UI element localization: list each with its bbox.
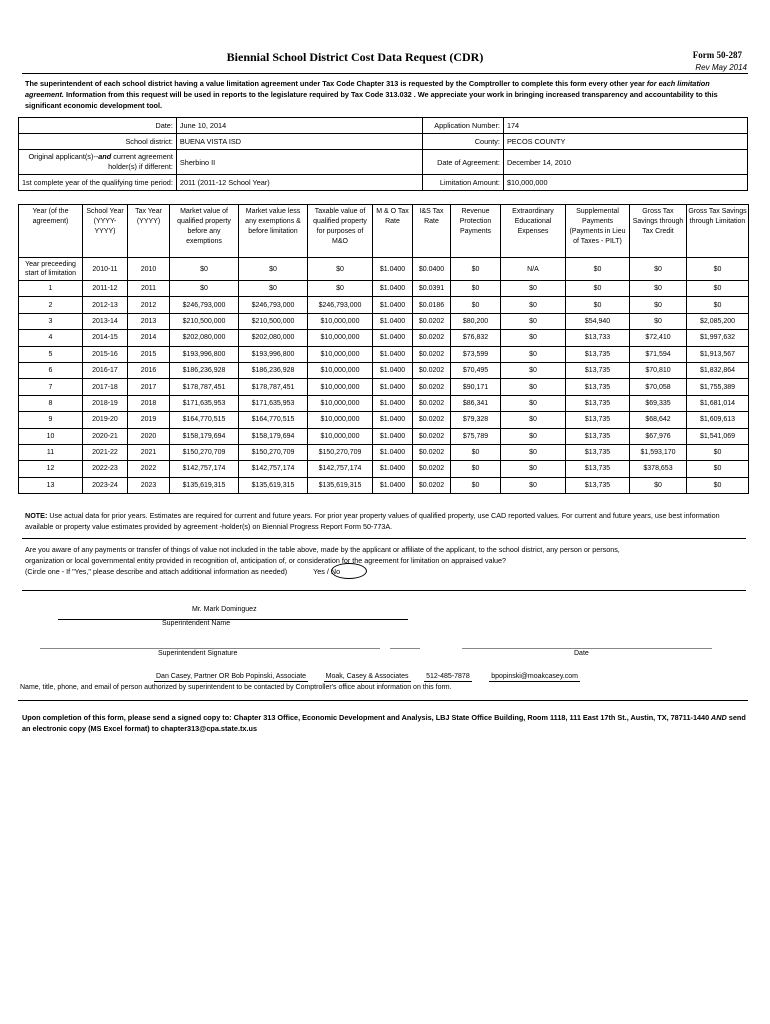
table-cell[interactable]: $10,000,000: [308, 346, 373, 362]
column-header: Market value of qualified property before any exemptions: [170, 205, 239, 258]
table-cell[interactable]: $0.0202: [413, 379, 451, 395]
table-cell[interactable]: $10,000,000: [308, 313, 373, 329]
table-cell: 12: [19, 461, 83, 477]
column-header: Gross Tax Savings through Tax Credit: [630, 205, 687, 258]
table-cell: 2012-13: [83, 297, 128, 313]
table-cell[interactable]: $378,653: [630, 461, 687, 477]
footer-text-2: send an electronic copy (MS Excel format) to chapter313@cpa.state.tx.us: [22, 713, 746, 733]
table-cell[interactable]: $0.0202: [413, 346, 451, 362]
no-circle-mark: [331, 563, 367, 579]
table-cell[interactable]: $10,000,000: [308, 412, 373, 428]
column-header: Supplemental Payments (Payments in Lieu of Taxes - PILT): [566, 205, 630, 258]
table-cell[interactable]: $13,735: [566, 412, 630, 428]
superintendent-name-caption: Superintendent Name: [162, 620, 231, 627]
contact-phone: 512-485-7878: [426, 673, 470, 680]
column-header: Taxable value of qualified property for purposes of M&O: [308, 205, 373, 258]
yes-no-choice[interactable]: Yes / No: [313, 566, 340, 577]
table-cell[interactable]: $0: [451, 461, 501, 477]
table-cell[interactable]: $0: [566, 258, 630, 281]
applicant-label-a: Original applicant(s)--: [28, 152, 99, 161]
table-cell[interactable]: $164,770,515: [239, 412, 308, 428]
table-row: [19, 362, 749, 378]
table-cell[interactable]: $76,832: [451, 330, 501, 346]
table-cell[interactable]: $135,619,315: [308, 477, 373, 493]
question-line-3: [25, 566, 743, 577]
limitation-label: Limitation Amount:: [422, 175, 503, 191]
contact-email: bpopinski@moakcasey.com: [491, 673, 578, 680]
table-cell[interactable]: $135,619,315: [170, 477, 239, 493]
table-cell[interactable]: $171,635,953: [239, 395, 308, 411]
table-cell[interactable]: $0: [687, 297, 749, 313]
table-cell[interactable]: $0.0202: [413, 330, 451, 346]
applicant-label: [19, 150, 177, 175]
table-cell[interactable]: $1,832,864: [687, 362, 749, 378]
table-cell: 11: [19, 444, 83, 460]
table-cell: 2017: [128, 379, 170, 395]
table-cell[interactable]: $13,733: [566, 330, 630, 346]
table-cell[interactable]: $1.0400: [373, 346, 413, 362]
table-cell[interactable]: $0: [501, 281, 566, 297]
table-cell[interactable]: $171,635,953: [170, 395, 239, 411]
table-cell[interactable]: $1,755,389: [687, 379, 749, 395]
county-label: County:: [422, 134, 503, 150]
table-cell[interactable]: $0.0202: [413, 461, 451, 477]
yes-option[interactable]: Yes: [313, 567, 325, 576]
table-cell: 2014-15: [83, 330, 128, 346]
column-header: Year (of the agreement): [19, 205, 83, 258]
table-cell[interactable]: $79,328: [451, 412, 501, 428]
column-header: School Year (YYYY-YYYY): [83, 205, 128, 258]
name-line: [58, 619, 408, 620]
table-cell: 4: [19, 330, 83, 346]
table-cell[interactable]: $10,000,000: [308, 395, 373, 411]
column-header: M & O Tax Rate: [373, 205, 413, 258]
intro-text-2: Information from this request will be used in reports to the legislature required by Tax Code 313.032 . We appreciate your work in bringing increased transparency and accountability to this significant economic development tool.: [25, 90, 718, 110]
table-cell[interactable]: $0: [501, 379, 566, 395]
table-row: [19, 461, 749, 477]
table-cell[interactable]: $68,642: [630, 412, 687, 428]
table-cell[interactable]: $0: [687, 461, 749, 477]
table-cell: 9: [19, 412, 83, 428]
table-cell[interactable]: $142,757,174: [308, 461, 373, 477]
table-row: [19, 395, 749, 411]
table-cell[interactable]: $13,735: [566, 461, 630, 477]
table-cell[interactable]: $0.0202: [413, 313, 451, 329]
table-cell: 2022-23: [83, 461, 128, 477]
date-line[interactable]: [462, 648, 712, 649]
table-cell[interactable]: $70,058: [630, 379, 687, 395]
table-cell: 13: [19, 477, 83, 493]
table-cell: 2017-18: [83, 379, 128, 395]
contact-info[interactable]: [154, 673, 580, 680]
table-cell[interactable]: $13,735: [566, 477, 630, 493]
table-cell[interactable]: $1,541,069: [687, 428, 749, 444]
column-header: Market value less any exemptions & before limitation: [239, 205, 308, 258]
table-cell[interactable]: $72,410: [630, 330, 687, 346]
table-cell: 2010-11: [83, 258, 128, 281]
table-cell[interactable]: $0: [170, 281, 239, 297]
table-cell: 2019: [128, 412, 170, 428]
table-cell: 2: [19, 297, 83, 313]
date-label: Date:: [19, 118, 177, 134]
table-cell[interactable]: $13,735: [566, 444, 630, 460]
table-cell[interactable]: $1.0400: [373, 428, 413, 444]
table-cell[interactable]: $0: [501, 428, 566, 444]
table-row: [19, 330, 749, 346]
note-text: Use actual data for prior years. Estimates are required for current and future years. For prior year property values of qualified property, use CAD reported values. For current and future years, use best information available or property value estimates provided by agreement -holder(s) on Biennial Progress Report Form 50-773A.: [25, 511, 720, 531]
application-value[interactable]: 174: [503, 118, 747, 134]
footer-text: Upon completion of this form, please send a signed copy to: Chapter 313 Office, Economic Development and Analysis, LBJ State Office Building, Room 1118, 111 East 17th St., Austin, TX, 78711-1440: [22, 713, 710, 722]
table-cell[interactable]: $158,179,694: [170, 428, 239, 444]
table-cell[interactable]: $10,000,000: [308, 428, 373, 444]
table-row: [19, 444, 749, 460]
column-header: Revenue Protection Payments: [451, 205, 501, 258]
table-cell[interactable]: $135,619,315: [239, 477, 308, 493]
agreement-date-value[interactable]: December 14, 2010: [503, 150, 747, 175]
application-label: Application Number:: [422, 118, 503, 134]
table-cell[interactable]: $0.0202: [413, 428, 451, 444]
table-cell[interactable]: $0: [501, 362, 566, 378]
column-header: Gross Tax Savings through Limitation: [687, 205, 749, 258]
qualifying-value[interactable]: 2011 (2011-12 School Year): [176, 175, 422, 191]
table-cell[interactable]: $1.0400: [373, 379, 413, 395]
table-cell: 2012: [128, 297, 170, 313]
table-cell[interactable]: $13,735: [566, 346, 630, 362]
table-cell[interactable]: $246,793,000: [239, 297, 308, 313]
table-cell[interactable]: $0: [687, 477, 749, 493]
table-cell[interactable]: $150,270,709: [170, 444, 239, 460]
form-number: Form 50-287: [692, 50, 742, 60]
table-row: [19, 281, 749, 297]
table-cell[interactable]: $0.0186: [413, 297, 451, 313]
table-cell[interactable]: $10,000,000: [308, 330, 373, 346]
table-cell[interactable]: $202,080,000: [170, 330, 239, 346]
no-option[interactable]: No: [330, 567, 341, 576]
table-row: [19, 379, 749, 395]
table-cell[interactable]: $0: [687, 281, 749, 297]
table-cell[interactable]: $1.0400: [373, 258, 413, 281]
table-cell[interactable]: $69,335: [630, 395, 687, 411]
table-header-row: [19, 205, 749, 258]
table-cell[interactable]: $246,793,000: [170, 297, 239, 313]
table-cell[interactable]: $2,085,200: [687, 313, 749, 329]
table-cell[interactable]: $1.0400: [373, 477, 413, 493]
table-cell[interactable]: $0: [451, 444, 501, 460]
table-cell[interactable]: $0: [630, 313, 687, 329]
table-cell: 6: [19, 362, 83, 378]
signature-section: [18, 592, 748, 701]
qualifying-label: 1st complete year of the qualifying time period:: [19, 175, 177, 191]
table-cell: 2021: [128, 444, 170, 460]
date-value[interactable]: June 10, 2014: [176, 118, 422, 134]
table-cell: 2013-14: [83, 313, 128, 329]
contact-caption: Name, title, phone, and email of person authorized by superintendent to be contacted by Comptroller's office about information on this form.: [20, 684, 452, 691]
table-cell[interactable]: $13,735: [566, 379, 630, 395]
table-cell[interactable]: $193,996,800: [170, 346, 239, 362]
table-cell[interactable]: $210,500,000: [170, 313, 239, 329]
form-revision: Rev May 2014: [695, 63, 747, 72]
table-cell[interactable]: $0: [239, 258, 308, 281]
table-cell[interactable]: $0: [451, 281, 501, 297]
question-instruction: (Circle one - If "Yes," please describe and attach additional information as needed): [25, 567, 288, 576]
table-cell[interactable]: $73,599: [451, 346, 501, 362]
question-line-1: Are you aware of any payments or transfer of things of value not included in the table above, made by the applicant or affiliate of the applicant, to the school district, any person or persons,: [25, 545, 620, 554]
table-cell[interactable]: $0.0202: [413, 412, 451, 428]
note-box: [22, 507, 746, 539]
signature-line[interactable]: [40, 648, 380, 649]
table-cell: 2010: [128, 258, 170, 281]
table-cell[interactable]: $0: [501, 313, 566, 329]
intro-paragraph: [22, 73, 748, 109]
table-cell: 7: [19, 379, 83, 395]
table-cell[interactable]: $150,270,709: [239, 444, 308, 460]
table-cell[interactable]: $86,341: [451, 395, 501, 411]
table-cell: 2023-24: [83, 477, 128, 493]
table-row: [19, 346, 749, 362]
contact-name: Dan Casey, Partner OR Bob Popinski, Associate: [156, 673, 307, 680]
table-cell[interactable]: $1.0400: [373, 313, 413, 329]
table-cell[interactable]: $13,735: [566, 428, 630, 444]
table-cell[interactable]: $1,593,170: [630, 444, 687, 460]
table-cell[interactable]: $1.0400: [373, 281, 413, 297]
intro-italic: for each limitation agreement.: [25, 79, 710, 99]
table-cell[interactable]: $75,789: [451, 428, 501, 444]
table-cell[interactable]: $1.0400: [373, 461, 413, 477]
table-cell[interactable]: $0: [501, 395, 566, 411]
table-row: [19, 297, 749, 313]
date-caption: Date: [574, 650, 589, 657]
table-cell[interactable]: $1,997,632: [687, 330, 749, 346]
applicant-value[interactable]: Sherbino II: [176, 150, 422, 175]
table-cell[interactable]: $10,000,000: [308, 362, 373, 378]
table-cell[interactable]: $142,757,174: [170, 461, 239, 477]
applicant-label-b: current agreement: [111, 152, 173, 161]
table-cell: 2011: [128, 281, 170, 297]
superintendent-name[interactable]: Mr. Mark Dominguez: [192, 606, 257, 613]
table-cell[interactable]: $0: [501, 412, 566, 428]
table-cell: 2016: [128, 362, 170, 378]
info-table: [18, 117, 748, 191]
question-line-2: organization or local governmental entity provided in recognition of, anticipation of, or consideration for the agreement for limitation on appraised value?: [25, 556, 507, 565]
table-row: [19, 258, 749, 281]
table-cell: 2018: [128, 395, 170, 411]
table-cell[interactable]: $150,270,709: [308, 444, 373, 460]
table-cell[interactable]: $0: [501, 330, 566, 346]
table-cell: 2018-19: [83, 395, 128, 411]
table-cell: 2020-21: [83, 428, 128, 444]
limitation-value[interactable]: $10,000,000: [503, 175, 747, 191]
table-cell: Year preceeding start of limitation: [19, 258, 83, 281]
intro-text: The superintendent of each school district having a value limitation agreement under Tax Code Chapter 313 is requested by the Comptroller to complete this form every other year: [25, 79, 645, 88]
table-cell[interactable]: $210,500,000: [239, 313, 308, 329]
table-cell: 2011-12: [83, 281, 128, 297]
table-cell[interactable]: $0: [308, 281, 373, 297]
table-row: [19, 477, 749, 493]
question-box: [22, 541, 746, 591]
table-cell: 2020: [128, 428, 170, 444]
table-cell[interactable]: $0: [630, 477, 687, 493]
table-row: [19, 412, 749, 428]
table-cell[interactable]: $164,770,515: [170, 412, 239, 428]
cost-data-table: [18, 204, 749, 494]
table-cell[interactable]: $1,681,014: [687, 395, 749, 411]
column-header: Extraordinary Educational Expenses: [501, 205, 566, 258]
contact-firm: Moak, Casey & Associates: [325, 673, 409, 680]
agreement-date-label: Date of Agreement:: [422, 150, 503, 175]
footer-and: AND: [709, 713, 727, 722]
table-cell[interactable]: $0.0202: [413, 477, 451, 493]
table-cell[interactable]: $1.0400: [373, 362, 413, 378]
table-cell[interactable]: $158,179,694: [239, 428, 308, 444]
signature-line-short: [390, 648, 420, 649]
table-cell: 2013: [128, 313, 170, 329]
table-body: [19, 258, 749, 494]
table-cell[interactable]: $1,913,567: [687, 346, 749, 362]
table-cell[interactable]: $54,940: [566, 313, 630, 329]
table-cell[interactable]: $67,976: [630, 428, 687, 444]
table-cell: 5: [19, 346, 83, 362]
table-cell[interactable]: $1.0400: [373, 444, 413, 460]
table-cell: 2015: [128, 346, 170, 362]
table-cell: 2023: [128, 477, 170, 493]
table-cell[interactable]: $0: [451, 297, 501, 313]
table-cell[interactable]: N/A: [501, 258, 566, 281]
table-row: [19, 313, 749, 329]
table-cell: 3: [19, 313, 83, 329]
table-cell[interactable]: $0: [501, 297, 566, 313]
table-cell[interactable]: $70,495: [451, 362, 501, 378]
table-cell[interactable]: $0: [501, 461, 566, 477]
superintendent-signature-caption: Superintendent Signature: [158, 650, 238, 657]
applicant-label-and: and: [98, 152, 112, 161]
table-cell[interactable]: $0.0202: [413, 362, 451, 378]
table-cell[interactable]: $202,080,000: [239, 330, 308, 346]
district-label: School district:: [19, 134, 177, 150]
table-cell[interactable]: $178,787,451: [239, 379, 308, 395]
table-cell[interactable]: $10,000,000: [308, 379, 373, 395]
table-cell[interactable]: $90,171: [451, 379, 501, 395]
table-cell[interactable]: $13,735: [566, 395, 630, 411]
table-cell: 2019-20: [83, 412, 128, 428]
table-cell[interactable]: $0: [566, 297, 630, 313]
table-cell[interactable]: $186,236,928: [239, 362, 308, 378]
table-cell[interactable]: $0: [501, 346, 566, 362]
table-cell[interactable]: $80,200: [451, 313, 501, 329]
table-cell[interactable]: $0: [239, 281, 308, 297]
table-cell: 2022: [128, 461, 170, 477]
column-header: I&S Tax Rate: [413, 205, 451, 258]
table-cell: 2016-17: [83, 362, 128, 378]
submission-instructions: [22, 712, 752, 734]
district-value[interactable]: BUENA VISTA ISD: [176, 134, 422, 150]
table-cell[interactable]: $0: [687, 258, 749, 281]
table-cell: 10: [19, 428, 83, 444]
table-row: [19, 428, 749, 444]
table-cell: 1: [19, 281, 83, 297]
form-title: Biennial School District Cost Data Request (CDR): [226, 50, 484, 64]
table-cell[interactable]: $13,735: [566, 362, 630, 378]
table-cell: 2015-16: [83, 346, 128, 362]
note-label: NOTE:: [25, 511, 48, 520]
table-cell[interactable]: $193,996,800: [239, 346, 308, 362]
table-cell[interactable]: $0: [451, 477, 501, 493]
table-cell[interactable]: $0: [566, 281, 630, 297]
table-cell[interactable]: $0: [308, 258, 373, 281]
applicant-label-c: holder(s) if different:: [108, 162, 173, 171]
column-header: Tax Year (YYYY): [128, 205, 170, 258]
table-cell[interactable]: $0: [630, 258, 687, 281]
table-cell: 2021-22: [83, 444, 128, 460]
table-cell[interactable]: $0.0202: [413, 444, 451, 460]
table-cell[interactable]: $178,787,451: [170, 379, 239, 395]
table-cell[interactable]: $1,609,613: [687, 412, 749, 428]
table-cell[interactable]: $0: [451, 258, 501, 281]
table-cell: 8: [19, 395, 83, 411]
table-cell[interactable]: $142,757,174: [239, 461, 308, 477]
table-cell[interactable]: $0: [687, 444, 749, 460]
table-cell[interactable]: $70,810: [630, 362, 687, 378]
table-cell[interactable]: $0: [630, 297, 687, 313]
table-cell[interactable]: $0: [501, 477, 566, 493]
table-cell[interactable]: $0: [630, 281, 687, 297]
table-cell[interactable]: $0: [170, 258, 239, 281]
table-cell[interactable]: $0.0202: [413, 395, 451, 411]
table-cell[interactable]: $1.0400: [373, 297, 413, 313]
table-cell[interactable]: $1.0400: [373, 412, 413, 428]
county-value[interactable]: PECOS COUNTY: [503, 134, 747, 150]
table-cell[interactable]: $1.0400: [373, 395, 413, 411]
table-cell[interactable]: $0.0400: [413, 258, 451, 281]
table-cell[interactable]: $246,793,000: [308, 297, 373, 313]
table-cell[interactable]: $71,594: [630, 346, 687, 362]
table-cell[interactable]: $0: [501, 444, 566, 460]
table-cell[interactable]: $186,236,928: [170, 362, 239, 378]
table-cell[interactable]: $1.0400: [373, 330, 413, 346]
table-cell: 2014: [128, 330, 170, 346]
table-cell[interactable]: $0.0391: [413, 281, 451, 297]
